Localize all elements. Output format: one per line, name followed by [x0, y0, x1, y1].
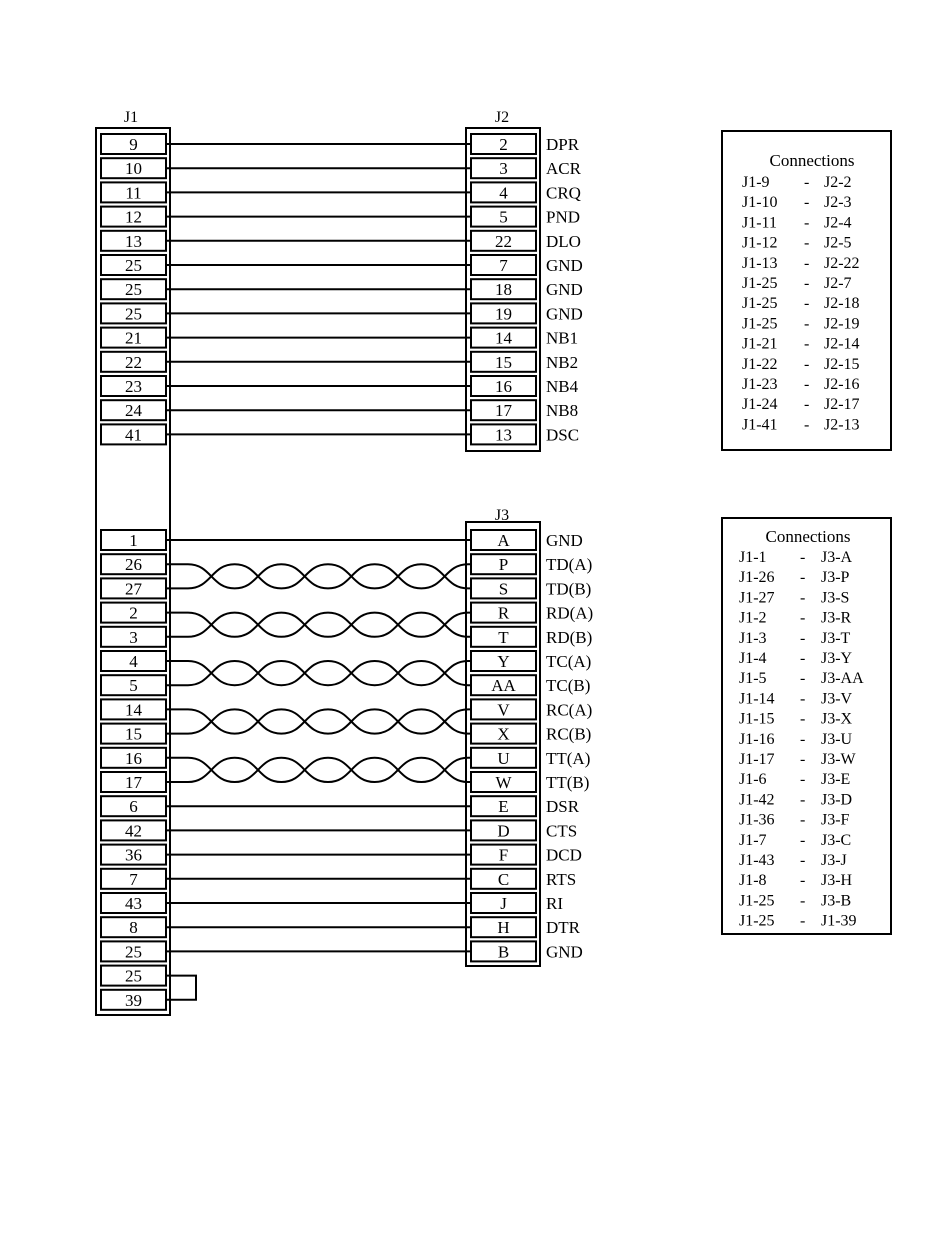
j2-signal-label: DSC [546, 425, 580, 445]
j3-signal-label: TD(B) [546, 579, 592, 599]
connections-table-1-rows [742, 174, 860, 433]
connection-from: J1-13 [742, 254, 778, 272]
j2-signal-label: NB4 [546, 377, 579, 396]
connection-separator: - [800, 549, 806, 566]
j1-pin [101, 255, 166, 275]
j1-pin-label: 7 [129, 869, 138, 889]
j1-pin-label: 43 [125, 894, 142, 913]
j2-signal-label: NB1 [546, 328, 579, 348]
j3-pin [471, 845, 536, 865]
connection-separator: - [800, 811, 806, 829]
connection-from: J1-14 [739, 690, 775, 708]
j3-pin-label: J [500, 894, 507, 913]
j2-pin [471, 352, 536, 372]
j1-pin [101, 530, 166, 550]
j1-pin [101, 182, 166, 202]
j2-signal-label: DLO [546, 231, 581, 251]
j2-pin-label: 7 [499, 256, 508, 275]
connection-from: J1-12 [742, 234, 778, 252]
j2-pin-label: 2 [499, 135, 508, 154]
j2-pin-label: 17 [495, 401, 512, 421]
connection-from: J1-6 [739, 771, 767, 789]
connection-separator: - [800, 670, 806, 688]
j1-pin-label: 25 [125, 304, 142, 324]
j1-pin-label: 22 [125, 352, 142, 372]
connection-to: J3-AA [821, 670, 864, 688]
j1-pin-label: 24 [125, 401, 142, 421]
connection-from: J1-42 [739, 791, 775, 809]
j1-pin-label: 26 [125, 555, 142, 575]
connection-separator: - [800, 852, 806, 869]
twisted-pair-wire [166, 661, 471, 685]
connection-to: J3-A [821, 549, 853, 566]
connection-separator: - [804, 335, 810, 353]
j3-pin [471, 748, 536, 768]
connection-to: J2-16 [824, 376, 860, 393]
j3-pin [471, 820, 536, 840]
connection-from: J1-4 [739, 650, 767, 667]
j1-pin [101, 400, 166, 420]
j3-signal-label: TC(A) [546, 652, 592, 671]
j2-pin-label: 15 [495, 352, 512, 372]
connection-from: J1-3 [739, 629, 767, 647]
connection-to: J2-15 [824, 355, 860, 373]
connection-separator: - [804, 254, 810, 272]
connection-from: J1-2 [739, 609, 767, 627]
j3-pin-label: S [498, 579, 509, 599]
connection-to: J3-E [821, 771, 851, 789]
j3-connector-label: J3 [494, 507, 510, 524]
connection-from: J1-25 [739, 912, 775, 930]
j1-pin-label: 25 [125, 256, 142, 275]
connection-to: J2-19 [824, 315, 860, 333]
j2-pin-label: 3 [499, 159, 508, 179]
connection-separator: - [804, 416, 810, 434]
connection-to: J3-B [821, 892, 852, 910]
j3-pin-label: T [498, 627, 509, 647]
connection-to: J2-5 [824, 234, 852, 252]
j1-pin-label: 4 [129, 652, 138, 671]
j3-pin-label: H [497, 918, 510, 938]
j2-pin [471, 158, 536, 178]
j2-pin [471, 134, 536, 154]
connection-separator: - [804, 315, 810, 333]
j1-pin [101, 724, 166, 744]
connection-from: J1-21 [742, 335, 778, 353]
j1-pin [101, 554, 166, 574]
connection-from: J1-11 [742, 214, 777, 232]
j1-pin [101, 845, 166, 865]
connections-table-2-title: Connections [765, 527, 851, 546]
j2-signal-label: GND [546, 280, 583, 300]
connection-to: J3-S [821, 589, 850, 607]
j1-pin [101, 699, 166, 719]
j1-pin-label: 25 [125, 942, 142, 962]
connection-to: J3-H [821, 872, 853, 890]
connection-from: J1-8 [739, 872, 767, 890]
j3-pin-label: Y [497, 652, 510, 671]
twisted-pair-wire [166, 613, 471, 637]
j2-signal-label: ACR [546, 159, 581, 179]
connection-to: J2-14 [824, 335, 860, 353]
j2-pin [471, 400, 536, 420]
j2-pin-label: 14 [495, 328, 512, 348]
j1-pin [101, 893, 166, 913]
j2-signal-label: NB8 [546, 401, 579, 421]
connection-to: J3-P [821, 569, 850, 587]
connection-separator: - [800, 831, 806, 849]
j3-pin [471, 627, 536, 647]
connection-separator: - [800, 690, 806, 708]
j2-pin-label: 5 [499, 207, 508, 227]
connection-to: J3-V [821, 690, 853, 708]
connection-from: J1-26 [739, 569, 775, 587]
connection-to: J3-X [821, 710, 853, 728]
j1-pin-label: 5 [129, 676, 138, 696]
connection-to: J3-D [821, 791, 853, 809]
j1-pin-label: 10 [125, 159, 142, 179]
j3-pin-label: P [498, 555, 509, 575]
j3-pin-label: AA [491, 676, 516, 696]
j1-pin [101, 578, 166, 598]
connection-to: J2-18 [824, 295, 860, 313]
connections-table-2-rows [739, 549, 864, 930]
connection-from: J1-25 [742, 315, 778, 333]
twisted-pair-wire [166, 709, 471, 733]
j1-pin [101, 796, 166, 816]
connection-to: J3-T [821, 629, 851, 647]
j3-pin [471, 893, 536, 913]
j1-pin-label: 13 [125, 231, 142, 251]
connection-separator: - [800, 710, 806, 728]
j1-pin-label: 3 [129, 627, 138, 647]
j3-signal-label: TT(B) [546, 773, 590, 792]
connection-to: J3-J [821, 852, 847, 869]
j3-signal-label: RD(A) [546, 603, 594, 623]
j1-upper-pins [101, 134, 166, 444]
j3-pin [471, 724, 536, 744]
connection-from: J1-10 [742, 194, 778, 212]
j2-pin-label: 16 [495, 377, 512, 396]
j1-pin-label: 42 [125, 821, 142, 841]
j1-pin [101, 675, 166, 695]
j2-pin [471, 182, 536, 202]
j3-pin-label: W [495, 773, 512, 792]
j3-signal-label: TD(A) [546, 555, 593, 575]
j3-pin [471, 699, 536, 719]
connection-to: J3-Y [821, 650, 853, 667]
connection-to: J2-4 [824, 214, 852, 232]
wires [166, 144, 471, 951]
j3-pin [471, 941, 536, 961]
connection-separator: - [804, 214, 810, 232]
j1-pin [101, 941, 166, 961]
connection-separator: - [804, 295, 810, 313]
connection-separator: - [800, 609, 806, 627]
j1-pin [101, 231, 166, 251]
j1-pin-label: 11 [125, 183, 142, 203]
j1-pin-label: 36 [125, 845, 142, 865]
j3-pin [471, 554, 536, 574]
j2-signal-label: GND [546, 256, 583, 275]
j3-signal-label: TT(A) [546, 748, 591, 768]
j3-pin-label: B [497, 942, 510, 962]
j3-signal-label: DCD [546, 845, 582, 865]
connection-from: J1-27 [739, 589, 775, 607]
connection-to: J2-7 [824, 275, 852, 292]
j3-pin-label: V [497, 700, 510, 720]
j3-pin-label: A [497, 531, 510, 550]
connection-to: J3-R [821, 609, 852, 627]
connection-separator: - [804, 234, 810, 252]
j1-jumper-pin-label: 39 [125, 990, 142, 1010]
j1-lower-pins [101, 530, 166, 1010]
j3-pin-label: E [498, 797, 509, 817]
connection-separator: - [800, 751, 806, 768]
connection-to: J3-F [821, 811, 850, 829]
j3-signal-label: DTR [546, 918, 580, 938]
j2-pin [471, 207, 536, 227]
connection-separator: - [804, 355, 810, 373]
connection-to: J2-2 [824, 174, 852, 191]
connection-to: J2-13 [824, 416, 860, 434]
connection-from: J1-9 [742, 174, 770, 191]
connections-table-1-title: Connections [769, 151, 855, 170]
j1-pin [101, 328, 166, 348]
twisted-pair-wire [166, 564, 471, 588]
j2-pin-label: 22 [495, 231, 512, 251]
j3-signal-label: RC(B) [546, 724, 592, 744]
j3-signal-label: GND [546, 942, 583, 962]
connection-separator: - [800, 650, 806, 667]
j1-pin [101, 207, 166, 227]
connection-separator: - [800, 892, 806, 910]
j1-pin [101, 651, 166, 671]
connection-from: J1-7 [739, 831, 767, 849]
connection-from: J1-43 [739, 852, 775, 869]
connection-from: J1-22 [742, 355, 778, 373]
j3-pin [471, 869, 536, 889]
j1-pin-label: 17 [125, 773, 142, 792]
j3-signal-label: GND [546, 531, 583, 550]
j1-pin-label: 15 [125, 724, 142, 744]
j1-pin-label: 14 [125, 700, 142, 720]
connection-from: J1-1 [739, 549, 767, 566]
j3-pin-label: F [498, 845, 509, 865]
j1-pin [101, 279, 166, 299]
j2-pin [471, 303, 536, 323]
j1-pin [101, 303, 166, 323]
j1-pin-label: 21 [125, 328, 142, 348]
connection-from: J1-25 [742, 295, 778, 313]
j1-pin [101, 869, 166, 889]
connection-separator: - [800, 569, 806, 587]
connection-separator: - [800, 912, 806, 930]
j3-signal-label: RD(B) [546, 627, 593, 647]
j1-pin-label: 12 [125, 207, 142, 227]
j1-pin-label: 2 [129, 603, 138, 623]
connection-to: J2-22 [824, 254, 860, 272]
j1-pin-label: 23 [125, 377, 142, 396]
j3-pin [471, 603, 536, 623]
j3-signal-label: RC(A) [546, 700, 593, 720]
j2-pin-label: 4 [499, 183, 508, 203]
connection-separator: - [800, 730, 806, 748]
connection-separator: - [800, 791, 806, 809]
j1-pin-label: 16 [125, 748, 142, 768]
connection-separator: - [804, 194, 810, 212]
j3-pin [471, 917, 536, 937]
connection-from: J1-25 [739, 892, 775, 910]
j2-signal-label: CRQ [546, 183, 581, 203]
j3-signal-label: RI [546, 894, 563, 913]
connection-from: J1-36 [739, 811, 775, 829]
j2-pin [471, 424, 536, 444]
connection-to: J3-U [821, 730, 853, 748]
j2-connector-label: J2 [494, 109, 510, 126]
connection-to: J2-17 [824, 396, 860, 414]
j2-pin [471, 255, 536, 275]
j2-pin [471, 279, 536, 299]
j3-signal-label: TC(B) [546, 676, 591, 696]
j2-signal-label: DPR [546, 135, 580, 154]
j1-pin-label: 9 [129, 135, 138, 154]
j3-pin-label: D [497, 821, 510, 841]
connection-to: J3-W [821, 751, 856, 768]
connection-from: J1-23 [742, 376, 778, 393]
j1-connector-label: J1 [123, 109, 139, 126]
connection-separator: - [800, 771, 806, 789]
j1-jumper-pin [101, 966, 166, 986]
connection-separator: - [804, 275, 810, 292]
j1-pin [101, 820, 166, 840]
j3-pin-label: C [497, 869, 510, 889]
j3-pin [471, 675, 536, 695]
j1-pin [101, 158, 166, 178]
j1-pin [101, 352, 166, 372]
j1-jumper-pin-label: 25 [125, 966, 142, 986]
connection-separator: - [800, 589, 806, 607]
j3-pin-label: R [497, 603, 510, 623]
j3-signal-label: CTS [546, 821, 578, 841]
connection-from: J1-16 [739, 730, 775, 748]
j2-pin [471, 231, 536, 251]
connection-separator: - [800, 872, 806, 890]
connection-separator: - [804, 376, 810, 393]
j3-pin-label: X [497, 724, 510, 744]
j1-pin [101, 134, 166, 154]
j1-pin [101, 376, 166, 396]
j1-pin-label: 41 [125, 425, 142, 445]
j2-signal-label: PND [546, 207, 581, 227]
j1-jumper-pin [101, 990, 166, 1010]
connection-to: J1-39 [821, 912, 857, 930]
j2-pin [471, 376, 536, 396]
j1-pin [101, 748, 166, 768]
j3-pin [471, 772, 536, 792]
j2-pin [471, 328, 536, 348]
j3-signal-label: RTS [546, 869, 577, 889]
connection-from: J1-41 [742, 416, 778, 434]
connection-separator: - [804, 396, 810, 414]
connection-from: J1-15 [739, 710, 775, 728]
connection-from: J1-24 [742, 396, 778, 414]
j2-pin-label: 19 [495, 304, 512, 324]
j3-pins [471, 530, 593, 961]
connection-from: J1-17 [739, 751, 775, 768]
connection-to: J3-C [821, 831, 852, 849]
j2-pin-label: 13 [495, 425, 512, 445]
j1-pin-label: 1 [129, 531, 138, 550]
j2-pins [471, 134, 583, 444]
j2-signal-label: GND [546, 304, 583, 324]
j1-pin-label: 6 [129, 797, 138, 817]
j3-pin [471, 530, 536, 550]
j1-pin-label: 27 [125, 579, 142, 599]
connection-to: J2-3 [824, 194, 852, 212]
connection-separator: - [800, 629, 806, 647]
j1-pin [101, 772, 166, 792]
j2-signal-label: NB2 [546, 352, 579, 372]
j3-pin [471, 651, 536, 671]
twisted-pair-wire [166, 758, 471, 782]
j1-pin [101, 424, 166, 444]
connection-separator: - [804, 174, 810, 191]
j1-pin [101, 917, 166, 937]
j1-pin-label: 8 [129, 918, 138, 938]
j3-signal-label: DSR [546, 797, 580, 817]
j2-pin-label: 18 [495, 280, 512, 300]
j1-pin [101, 603, 166, 623]
j3-pin [471, 796, 536, 816]
j1-pin-label: 25 [125, 280, 142, 300]
j3-pin [471, 578, 536, 598]
j1-pin [101, 627, 166, 647]
j3-pin-label: U [497, 748, 510, 768]
connection-from: J1-5 [739, 670, 767, 688]
connection-from: J1-25 [742, 275, 778, 292]
